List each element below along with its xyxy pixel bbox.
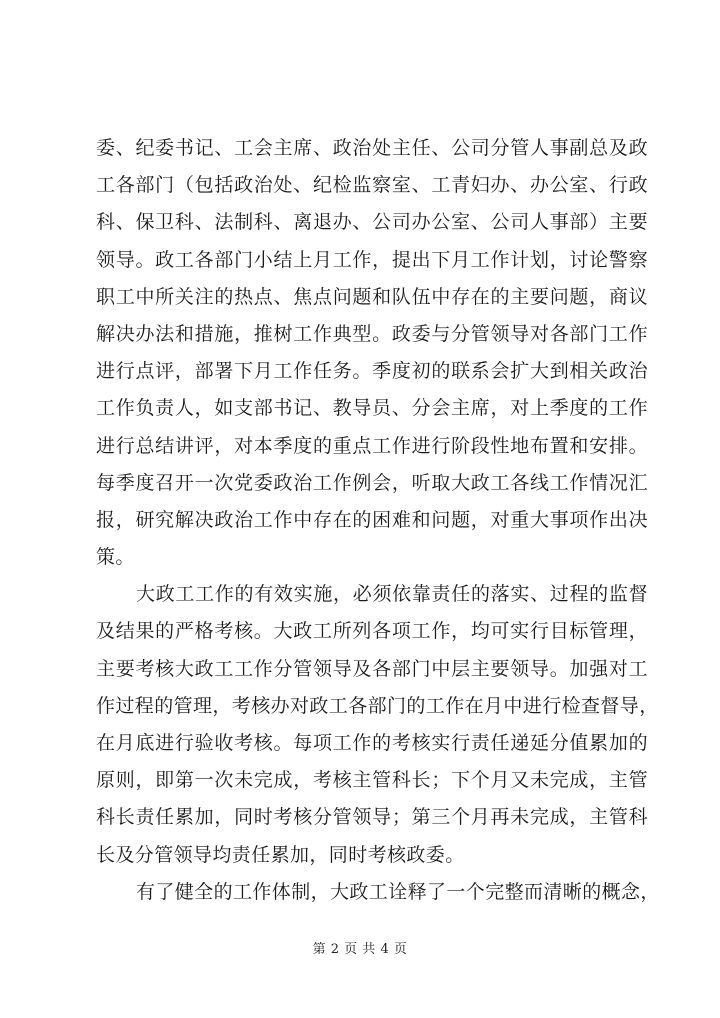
- text-line: 解决办法和措施，推树工作典型。政委与分管领导对各部门工作: [96, 322, 648, 345]
- text-line: 及结果的严格考核。大政工所列各项工作，均可实行目标管理，: [96, 620, 648, 643]
- text-line: 委、纪委书记、工会主席、政治处主任、公司分管人事副总及政: [96, 137, 648, 159]
- text-line: 主要考核大政工工作分管领导及各部门中层主要领导。加强对工: [96, 657, 648, 680]
- text-line: 进行点评，部署下月工作任务。季度初的联系会扩大到相关政治: [96, 360, 648, 383]
- paragraph-first-line: 大政工工作的有效实施，必须依靠责任的落实、过程的监督: [136, 583, 648, 606]
- text-line: 领导。政工各部门小结上月工作，提出下月工作计划，讨论警察: [96, 248, 648, 271]
- text-line: 报，研究解决政治工作中存在的困难和问题，对重大事项作出决: [96, 508, 648, 531]
- text-line: 每季度召开一次党委政治工作例会，听取大政工各线工作情况汇: [96, 471, 648, 494]
- text-line: 工各部门（包括政治处、纪检监察室、工青妇办、办公室、行政: [96, 174, 648, 197]
- text-line: 原则，即第一次未完成，考核主管科长；下个月又未完成，主管: [96, 769, 648, 792]
- text-line: 长及分管领导均责任累加，同时考核政委。: [96, 843, 465, 866]
- page-footer: [0, 938, 720, 957]
- text-line: 工作负责人，如支部书记、教导员、分会主席，对上季度的工作: [96, 397, 648, 420]
- text-line: 科、保卫科、法制科、离退办、公司办公室、公司人事部）主要: [96, 211, 648, 234]
- paragraph-first-line: 有了健全的工作体制，大政工诠释了一个完整而清晰的概念，: [136, 880, 660, 903]
- body-text: [96, 130, 660, 911]
- text-line: 科长责任累加，同时考核分管领导；第三个月再未完成，主管科: [96, 806, 648, 829]
- text-line: 作过程的管理，考核办对政工各部门的工作在月中进行检查督导，: [96, 694, 659, 717]
- text-line: 进行总结讲评，对本季度的重点工作进行阶段性地布置和安排。: [96, 434, 648, 457]
- text-line: 职工中所关注的热点、焦点问题和队伍中存在的主要问题，商议: [96, 285, 648, 308]
- text-line: 在月底进行验收考核。每项工作的考核实行责任递延分值累加的: [96, 732, 648, 754]
- page-number: 第 2 页 共 4 页: [312, 942, 408, 957]
- text-line: 策。: [96, 546, 135, 569]
